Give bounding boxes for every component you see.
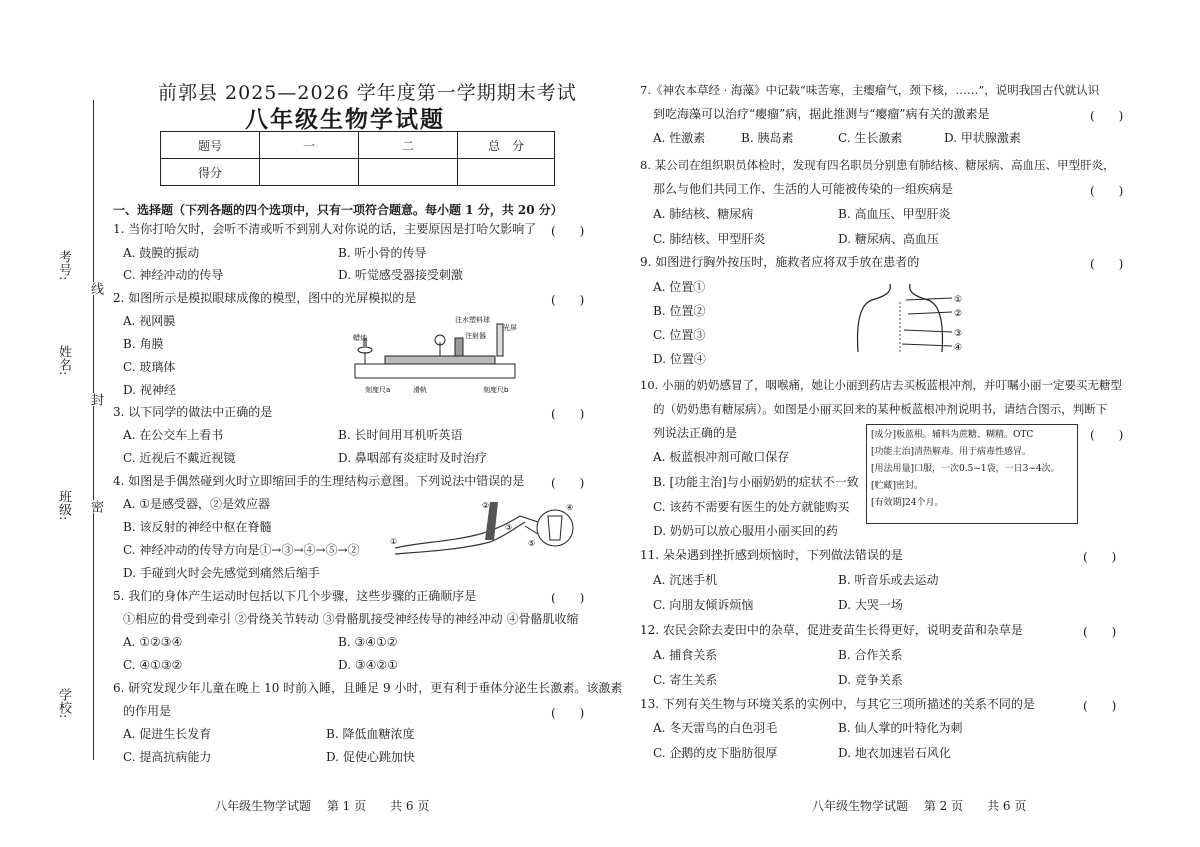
question-6-cont: 的作用是	[123, 704, 172, 718]
table-row	[161, 159, 555, 186]
answer-blank-9[interactable]: ( )	[1090, 257, 1124, 271]
answer-blank-8[interactable]: ( )	[1090, 184, 1124, 198]
option[interactable]: B. 降低血糖浓度	[326, 727, 415, 741]
option[interactable]: D. 甲状腺激素	[944, 131, 1021, 145]
option[interactable]: C. 神经冲动的传导	[123, 268, 224, 282]
binding-line	[93, 100, 94, 760]
mark-2: ②	[482, 501, 490, 510]
option[interactable]: A. ①是感受器，②是效应器	[123, 497, 271, 511]
option[interactable]: C. 向朋友倾诉烦恼	[653, 598, 754, 612]
question-10-cont2: 列说法正确的是	[653, 426, 738, 440]
answer-blank-12[interactable]: ( )	[1083, 625, 1117, 639]
option[interactable]: B. 合作关系	[838, 648, 903, 662]
table-cell: 题号	[161, 132, 260, 159]
score-input-cell[interactable]	[359, 159, 458, 186]
label-lens: 注水塑料球	[455, 316, 490, 324]
question-4: 4. 如图是手偶然碰到火时立即缩回手的生理结构示意图。下列说法中错误的是	[113, 474, 525, 488]
option[interactable]: B. 听音乐或去运动	[838, 573, 939, 587]
seal-xian: 线	[88, 282, 103, 295]
option[interactable]: C. 企鹅的皮下脂肪很厚	[653, 746, 778, 760]
mark-5: ⑤	[528, 539, 536, 548]
label-screen: 光屏	[503, 324, 517, 332]
option[interactable]: D. 地衣加速岩石风化	[838, 746, 951, 760]
spec-line: [成分]板蓝根。辅料为蔗糖、糊精。OTC	[871, 430, 1034, 440]
question-10-cont: 的（奶奶患有糖尿病）。如图是小丽买回来的某种板蓝根冲剂说明书，请结合图示，判断下	[653, 402, 1108, 416]
option[interactable]: D. 听觉感受器接受刺激	[338, 268, 463, 282]
option[interactable]: A. 位置①	[653, 280, 706, 294]
spec-line: [功能主治]清热解毒。用于病毒性感冒。	[871, 447, 1032, 457]
option[interactable]: D. 视神经	[123, 383, 176, 397]
answer-blank-6[interactable]: ( )	[551, 706, 585, 720]
score-input-cell[interactable]	[260, 159, 359, 186]
option[interactable]: D. 手碰到火时会先感觉到痛然后缩手	[123, 566, 320, 580]
option[interactable]: C. 玻璃体	[123, 360, 176, 374]
option[interactable]: B. 仙人掌的叶特化为刺	[838, 721, 963, 735]
question-12: 12. 农民会除去麦田中的杂草，促进麦苗生长得更好，说明麦苗和杂草是	[640, 623, 1023, 637]
option[interactable]: C. 近视后不戴近视镜	[123, 451, 236, 465]
medicine-instructions	[866, 424, 1078, 524]
label-candle: 蜡烛	[353, 334, 367, 342]
label-school: 学校:	[56, 688, 71, 719]
spec-line: [贮藏]密封。	[871, 481, 924, 491]
question-5: 5. 我们的身体产生运动时包括以下几个步骤，这些步骤的正确顺序是	[113, 589, 477, 603]
question-13: 13. 下列有关生物与环境关系的实例中，与其它三项所描述的关系不同的是	[640, 697, 1035, 711]
option[interactable]: A. 促进生长发育	[123, 727, 212, 741]
option[interactable]: A. 在公交车上看书	[123, 428, 224, 442]
answer-blank-13[interactable]: ( )	[1083, 699, 1117, 713]
option[interactable]: D. 奶奶可以放心服用小丽买回的药	[653, 524, 838, 538]
question-5-steps: ①相应的骨受到牵引 ②骨绕关节转动 ③骨骼肌接受神经传导的神经冲动 ④骨骼肌收缩	[123, 612, 579, 626]
option[interactable]: C. 提高抗病能力	[123, 750, 212, 764]
question-8: 8. 某公司在组织职员体检时，发现有四名职员分别患有肺结核、糖尿病、高血压、甲型肝炎，	[640, 158, 1115, 172]
table-cell: 得分	[161, 159, 260, 186]
eye-model-figure	[345, 312, 525, 396]
question-2: 2. 如图所示是模拟眼球成像的模型，图中的光屏模拟的是	[113, 291, 417, 305]
question-9: 9. 如图进行胸外按压时，施救者应将双手放在患者的	[640, 255, 920, 269]
mark-2: ②	[954, 309, 963, 319]
option[interactable]: A. 性激素	[653, 131, 706, 145]
label-injector: 注射器	[465, 332, 486, 340]
option[interactable]: C. 神经冲动的传导方向是①→③→④→⑤→②	[123, 543, 360, 557]
option[interactable]: B. 胰岛素	[741, 131, 794, 145]
table-row	[161, 132, 555, 159]
option[interactable]: D. 鼻咽部有炎症时及时治疗	[338, 451, 487, 465]
question-7-cont: 到吃海藻可以治疗“瘿瘤”病，据此推测与“瘿瘤”病有关的激素是	[653, 107, 990, 121]
answer-blank-2[interactable]: ( )	[551, 293, 585, 307]
score-input-cell[interactable]	[458, 159, 555, 186]
option[interactable]: B. [功能主治]与小丽奶奶的症状不一致	[653, 475, 859, 489]
subject-title: 八年级生物学试题	[245, 106, 445, 133]
table-cell: 二	[359, 132, 458, 159]
option[interactable]: A. ①②③④	[123, 635, 183, 649]
option[interactable]: C. 肺结核、甲型肝炎	[653, 232, 766, 246]
option[interactable]: D. 促使心跳加快	[326, 750, 415, 764]
option[interactable]: C. ④①③②	[123, 658, 183, 672]
option[interactable]: B. 位置②	[653, 304, 706, 318]
answer-blank-3[interactable]: ( )	[551, 407, 585, 421]
question-10: 10. 小丽的奶奶感冒了，咽喉痛，她让小丽到药店去买板蓝根冲剂，并叮嘱小丽一定要买无糖型	[640, 378, 1122, 392]
option[interactable]: D. 位置④	[653, 352, 706, 366]
option[interactable]: A. 板蓝根冲剂可敞口保存	[653, 450, 790, 464]
label-name: 姓名:	[56, 345, 71, 376]
mark-3: ③	[954, 329, 963, 339]
option[interactable]: A. 肺结核、糖尿病	[653, 207, 754, 221]
option[interactable]: B. 高血压、甲型肝炎	[838, 207, 951, 221]
label-ruler-a: 刻度尺a	[365, 386, 391, 394]
table-cell: 一	[260, 132, 359, 159]
option[interactable]: C. 生长激素	[838, 131, 903, 145]
option[interactable]: D. 大哭一场	[838, 598, 903, 612]
option[interactable]: A. 视网膜	[123, 314, 176, 328]
answer-blank-7[interactable]: ( )	[1090, 109, 1124, 123]
spec-line: [有效期]24个月。	[871, 498, 944, 508]
option[interactable]: B. 长时间用耳机听英语	[338, 428, 463, 442]
chest-compression-figure	[850, 282, 980, 354]
option[interactable]: B. 该反射的神经中枢在脊髓	[123, 520, 272, 534]
option[interactable]: B. 听小骨的传导	[338, 246, 427, 260]
option[interactable]: A. 捕食关系	[653, 648, 718, 662]
option[interactable]: A. 沉迷手机	[653, 573, 718, 587]
seal-feng: 封	[88, 393, 103, 406]
section-heading: 一、选择题（下列各题的四个选项中，只有一项符合题意。每小题 1 分，共 20 分）	[113, 203, 563, 217]
answer-blank-10[interactable]: ( )	[1090, 428, 1124, 442]
footer-left: 八年级生物学试题 第 1 页 共 6 页	[215, 799, 430, 813]
table-cell: 总 分	[458, 132, 555, 159]
question-1: 1. 当你打哈欠时，会听不清或听不到别人对你说的话，主要原因是打哈欠影响了	[113, 222, 537, 236]
option[interactable]: D. ③④②①	[338, 658, 398, 672]
option[interactable]: A. 冬天雷鸟的白色羽毛	[653, 721, 778, 735]
exam-title: 前郭县 2025—2026 学年度第一学期期末考试	[158, 82, 577, 104]
option[interactable]: D. 竞争关系	[838, 673, 903, 687]
option[interactable]: D. 糖尿病、高血压	[838, 232, 939, 246]
question-8-cont: 那么与他们共同工作、生活的人可能被传染的一组疾病是	[653, 182, 954, 196]
answer-blank-11[interactable]: ( )	[1083, 550, 1117, 564]
mark-1: ①	[390, 537, 398, 546]
score-table	[160, 131, 555, 186]
label-exam-number: 考号:	[56, 250, 71, 281]
reflex-arc-figure	[390, 496, 580, 560]
option[interactable]: B. ③④①②	[338, 635, 398, 649]
spec-line: [用法用量]口服，一次0.5~1袋，一日3~4次。	[871, 464, 1060, 474]
question-7: 7.《神农本草经 · 海藻》中记载“味苦寒，主瘿瘤气，颈下核，……”，说明我国古代就认识	[640, 83, 1100, 97]
mark-1: ①	[954, 295, 963, 305]
option[interactable]: C. 该药不需要有医生的处方就能购买	[653, 500, 850, 514]
answer-blank-5[interactable]: ( )	[551, 591, 585, 605]
option[interactable]: B. 角膜	[123, 337, 164, 351]
label-rail: 滑轨	[413, 386, 427, 394]
question-6: 6. 研究发现少年儿童在晚上 10 时前入睡，且睡足 9 小时，更有利于垂体分泌生长激素。该激素	[113, 681, 623, 695]
question-11: 11. 朵朵遇到挫折感到烦恼时，下列做法错误的是	[640, 548, 903, 562]
question-3: 3. 以下同学的做法中正确的是	[113, 405, 273, 419]
option[interactable]: C. 位置③	[653, 328, 706, 342]
footer-right: 八年级生物学试题 第 2 页 共 6 页	[812, 799, 1027, 813]
mark-4: ④	[566, 503, 574, 512]
seal-mi: 密	[88, 500, 103, 513]
mark-3: ③	[505, 523, 513, 532]
option[interactable]: A. 鼓膜的振动	[123, 246, 200, 260]
label-class: 班级:	[56, 490, 71, 521]
label-ruler-b: 刻度尺b	[483, 386, 509, 394]
mark-4: ④	[954, 343, 963, 353]
option[interactable]: C. 寄生关系	[653, 673, 718, 687]
answer-blank-4[interactable]: ( )	[551, 476, 585, 490]
answer-blank-1[interactable]: ( )	[551, 224, 585, 238]
